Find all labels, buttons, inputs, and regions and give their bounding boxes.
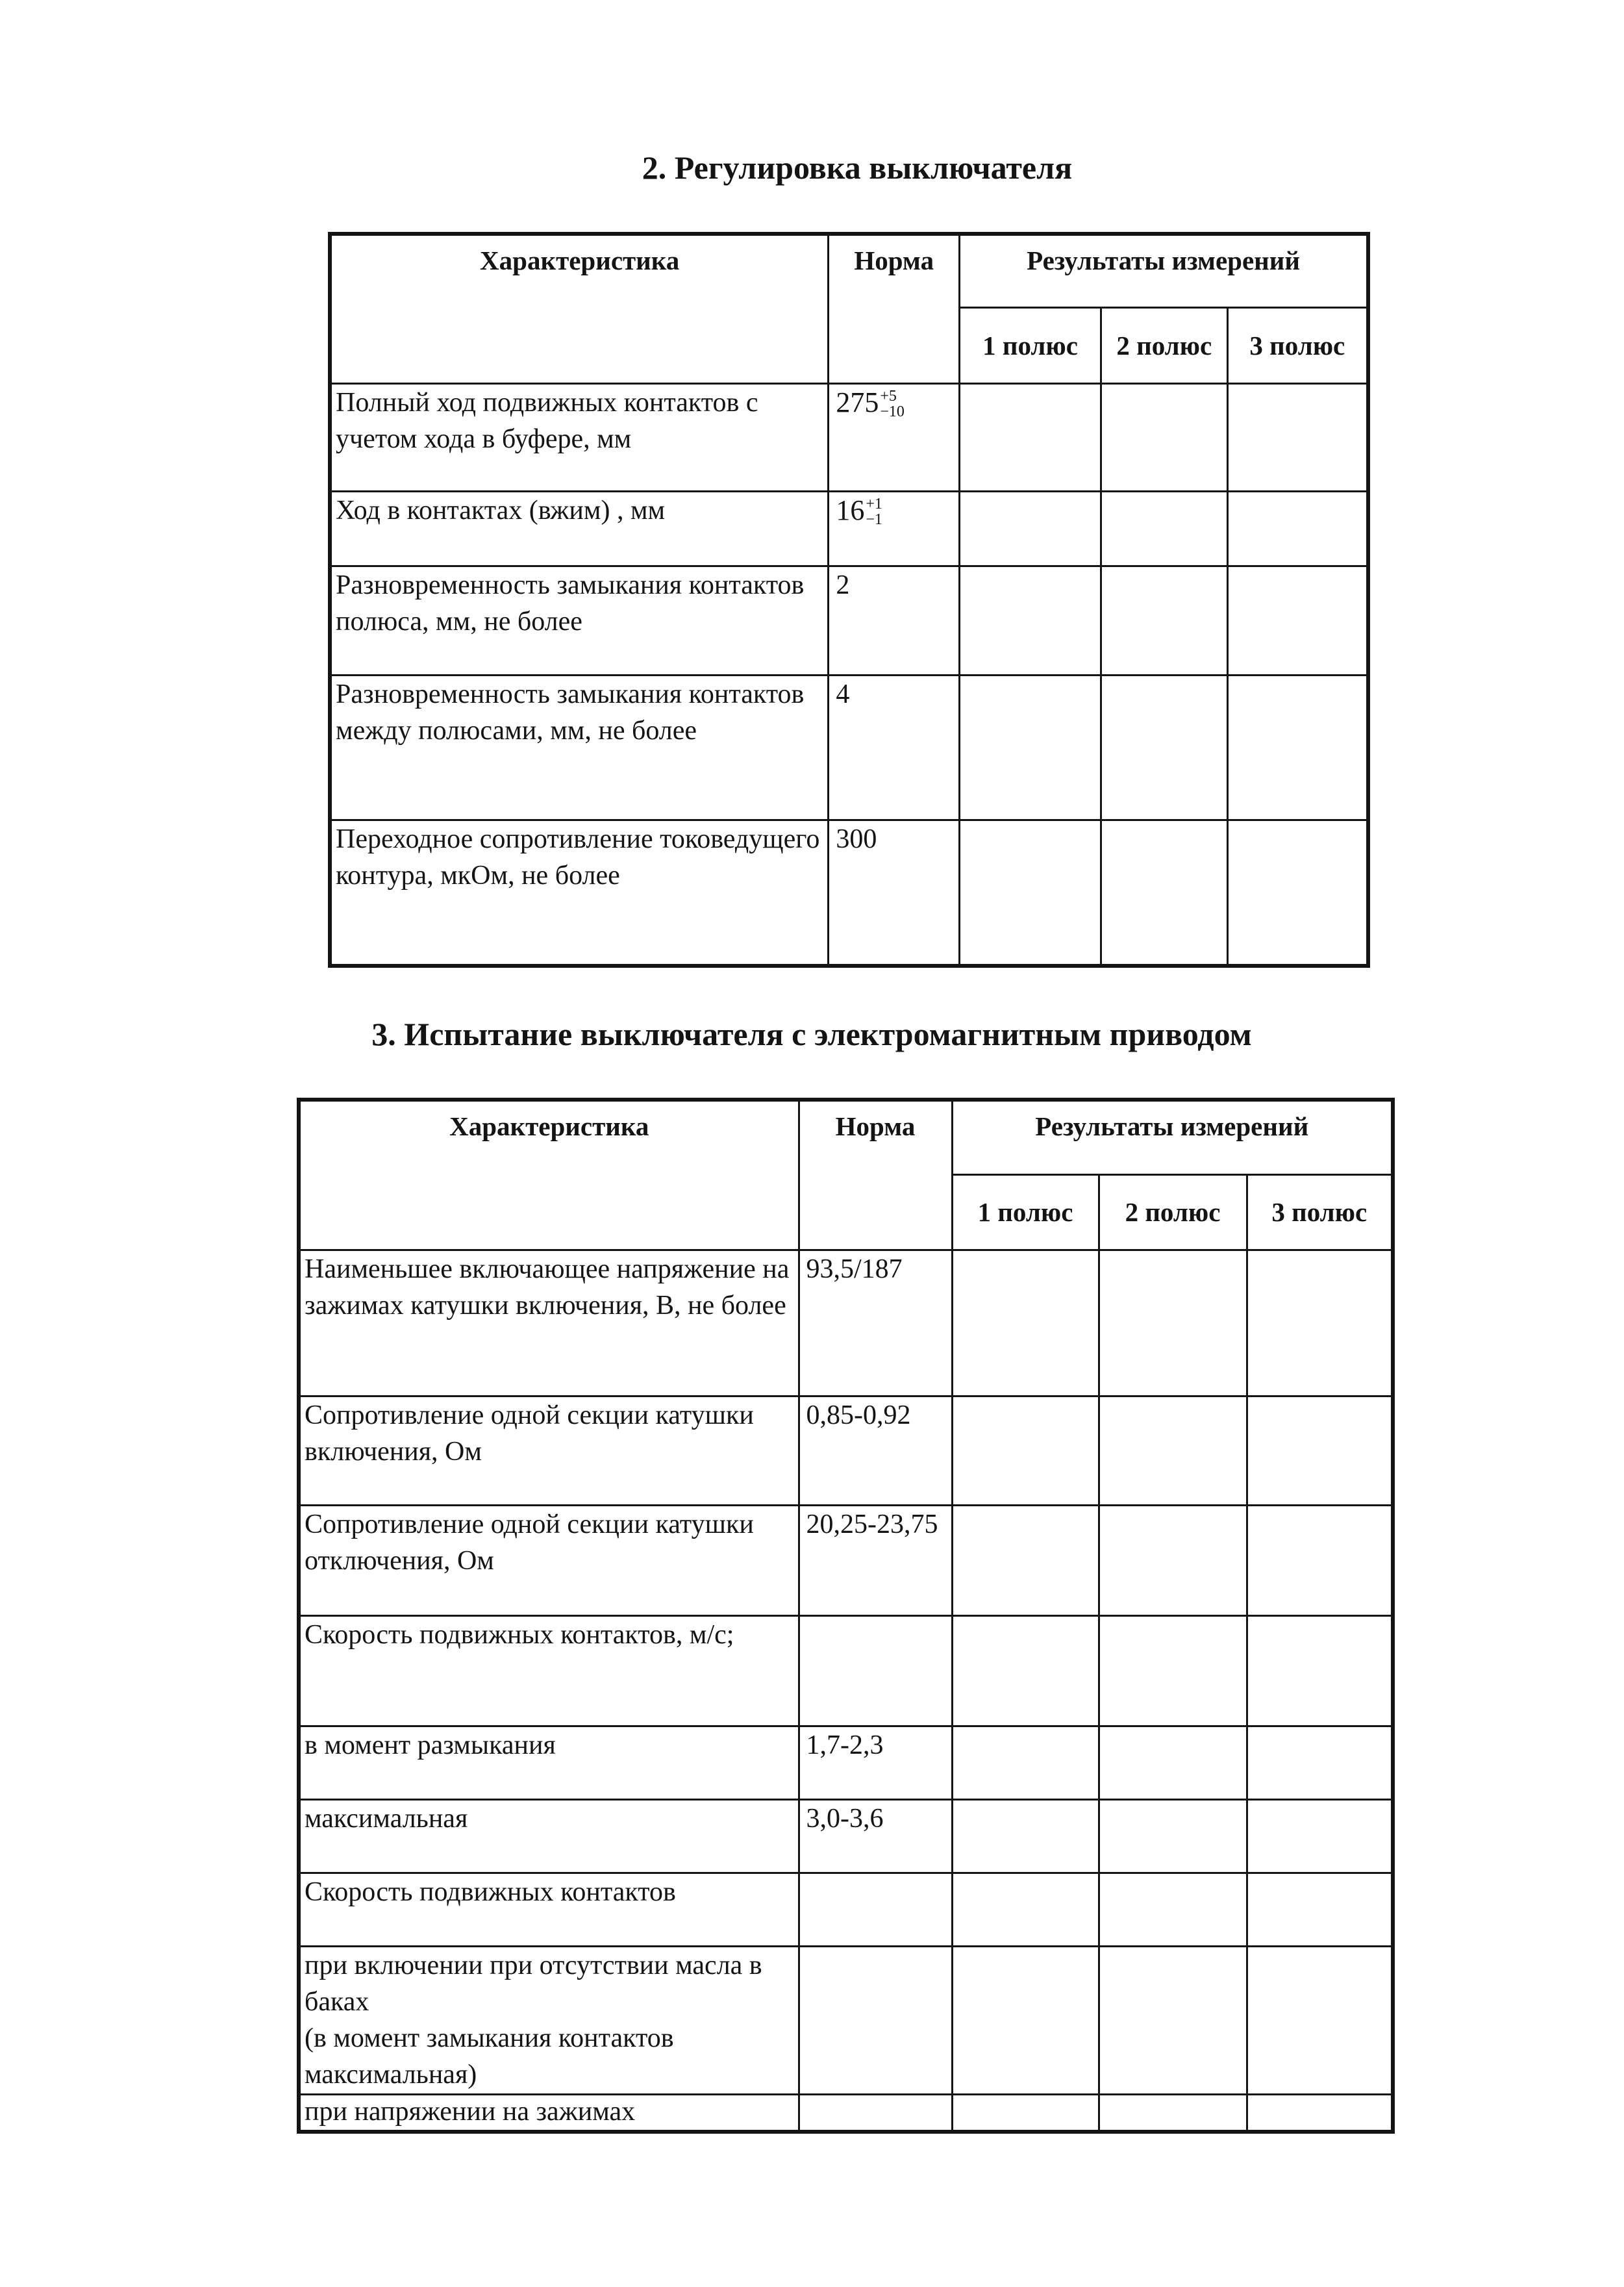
header-results: Результаты измерений	[952, 1100, 1393, 1174]
adjustment-table	[328, 232, 1370, 968]
result-cell-pole-2[interactable]	[1099, 1615, 1247, 1726]
result-cell-pole-1[interactable]	[952, 1726, 1099, 1799]
result-cell-pole-1[interactable]	[960, 491, 1101, 566]
row-label-main: при включении при отсутствии масла в баках	[305, 1950, 762, 2017]
row-label: Разновременность замыкания контактов полюса, мм, не более	[330, 566, 829, 675]
norm-tolerance-upper: +1	[866, 495, 882, 512]
row-label: Переходное сопротивление токоведущего контура, мкОм, не более	[330, 820, 829, 966]
result-cell-pole-2[interactable]	[1101, 820, 1227, 966]
table-row	[299, 1726, 1393, 1799]
result-cell-pole-2[interactable]	[1099, 1726, 1247, 1799]
result-cell-pole-1[interactable]	[952, 1250, 1099, 1396]
result-cell-pole-3[interactable]	[1247, 1615, 1393, 1726]
row-label: максимальная	[299, 1799, 799, 1873]
result-cell-pole-1[interactable]	[952, 2094, 1099, 2132]
table-row	[330, 566, 1368, 675]
electromagnetic-drive-test-table	[297, 1098, 1395, 2134]
result-cell-pole-1[interactable]	[952, 1615, 1099, 1726]
header-pole-1: 1 полюс	[960, 307, 1101, 383]
result-cell-pole-3[interactable]	[1227, 383, 1368, 491]
row-label: Скорость подвижных контактов, м/с;	[299, 1615, 799, 1726]
row-label: в момент размыкания	[299, 1726, 799, 1799]
result-cell-pole-3[interactable]	[1247, 1799, 1393, 1873]
row-label: Сопротивление одной секции катушки включения, Ом	[299, 1396, 799, 1505]
norm-value: 4	[829, 675, 960, 820]
norm-tolerance-lower: −10	[880, 403, 905, 420]
table-row	[330, 675, 1368, 820]
result-cell-pole-2[interactable]	[1099, 1505, 1247, 1615]
result-cell-pole-3[interactable]	[1247, 1726, 1393, 1799]
row-label: Полный ход подвижных контактов с учетом хода в буфере, мм	[330, 383, 829, 491]
result-cell-pole-3[interactable]	[1247, 2094, 1393, 2132]
row-label: при напряжении на зажимах	[299, 2094, 799, 2132]
norm-value	[799, 1873, 952, 1946]
row-label: Ход в контактах (вжим) , мм	[330, 491, 829, 566]
table-row	[299, 1396, 1393, 1505]
norm-value: 0,85-0,92	[799, 1396, 952, 1505]
result-cell-pole-1[interactable]	[952, 1946, 1099, 2094]
header-norm: Норма	[829, 234, 960, 383]
result-cell-pole-3[interactable]	[1247, 1396, 1393, 1505]
table-row	[299, 1946, 1393, 2094]
row-label: Разновременность замыкания контактов между полюсами, мм, не более	[330, 675, 829, 820]
norm-value	[829, 491, 960, 566]
norm-value: 2	[829, 566, 960, 675]
norm-value: 3,0-3,6	[799, 1799, 952, 1873]
table-row	[330, 383, 1368, 491]
result-cell-pole-3[interactable]	[1247, 1946, 1393, 2094]
norm-value	[829, 383, 960, 491]
header-pole-1: 1 полюс	[952, 1174, 1099, 1250]
result-cell-pole-3[interactable]	[1227, 675, 1368, 820]
section3-title: 3. Испытание выключателя с электромагнитным приводом	[371, 1016, 1252, 1052]
result-cell-pole-1[interactable]	[960, 675, 1101, 820]
norm-base: 275	[836, 386, 879, 418]
result-cell-pole-3[interactable]	[1227, 491, 1368, 566]
result-cell-pole-1[interactable]	[960, 383, 1101, 491]
table-row	[299, 1505, 1393, 1615]
norm-value: 300	[829, 820, 960, 966]
result-cell-pole-1[interactable]	[960, 820, 1101, 966]
row-label: Наименьшее включающее напряжение на зажимах катушки включения, В, не более	[299, 1250, 799, 1396]
norm-tolerance-upper: +5	[880, 387, 897, 405]
header-characteristic: Характеристика	[299, 1100, 799, 1250]
table-row	[299, 1799, 1393, 1873]
result-cell-pole-2[interactable]	[1099, 1799, 1247, 1873]
result-cell-pole-2[interactable]	[1099, 1396, 1247, 1505]
table-row	[330, 491, 1368, 566]
result-cell-pole-3[interactable]	[1247, 1505, 1393, 1615]
result-cell-pole-2[interactable]	[1099, 2094, 1247, 2132]
result-cell-pole-3[interactable]	[1227, 566, 1368, 675]
result-cell-pole-1[interactable]	[960, 566, 1101, 675]
header-pole-2: 2 полюс	[1099, 1174, 1247, 1250]
result-cell-pole-2[interactable]	[1101, 675, 1227, 820]
section2-title: 2. Регулировка выключателя	[642, 149, 1073, 186]
norm-value	[799, 1615, 952, 1726]
row-label: Скорость подвижных контактов	[299, 1873, 799, 1946]
norm-value	[799, 1946, 952, 2094]
norm-value	[799, 2094, 952, 2132]
result-cell-pole-3[interactable]	[1247, 1250, 1393, 1396]
header-characteristic: Характеристика	[330, 234, 829, 383]
result-cell-pole-2[interactable]	[1101, 383, 1227, 491]
result-cell-pole-1[interactable]	[952, 1799, 1099, 1873]
header-norm: Норма	[799, 1100, 952, 1250]
row-label: Сопротивление одной секции катушки отключения, Ом	[299, 1505, 799, 1615]
result-cell-pole-2[interactable]	[1101, 491, 1227, 566]
row-label-continuation: (в момент замыкания контактов максимальная)	[305, 2023, 674, 2090]
table-row	[299, 1615, 1393, 1726]
table-row	[330, 820, 1368, 966]
result-cell-pole-1[interactable]	[952, 1505, 1099, 1615]
norm-value: 93,5/187	[799, 1250, 952, 1396]
row-label	[299, 1946, 799, 2094]
result-cell-pole-1[interactable]	[952, 1873, 1099, 1946]
result-cell-pole-3[interactable]	[1247, 1873, 1393, 1946]
norm-value: 20,25-23,75	[799, 1505, 952, 1615]
result-cell-pole-1[interactable]	[952, 1396, 1099, 1505]
norm-base: 16	[836, 494, 865, 526]
header-pole-2: 2 полюс	[1101, 307, 1227, 383]
header-results: Результаты измерений	[960, 234, 1368, 307]
norm-tolerance-lower: −1	[866, 511, 882, 528]
result-cell-pole-3[interactable]	[1227, 820, 1368, 966]
norm-value: 1,7-2,3	[799, 1726, 952, 1799]
table-row	[299, 2094, 1393, 2132]
header-pole-3: 3 полюс	[1227, 307, 1368, 383]
table-row	[299, 1873, 1393, 1946]
result-cell-pole-2[interactable]	[1099, 1873, 1247, 1946]
result-cell-pole-2[interactable]	[1099, 1250, 1247, 1396]
table-row	[299, 1250, 1393, 1396]
result-cell-pole-2[interactable]	[1099, 1946, 1247, 2094]
header-pole-3: 3 полюс	[1247, 1174, 1393, 1250]
result-cell-pole-2[interactable]	[1101, 566, 1227, 675]
